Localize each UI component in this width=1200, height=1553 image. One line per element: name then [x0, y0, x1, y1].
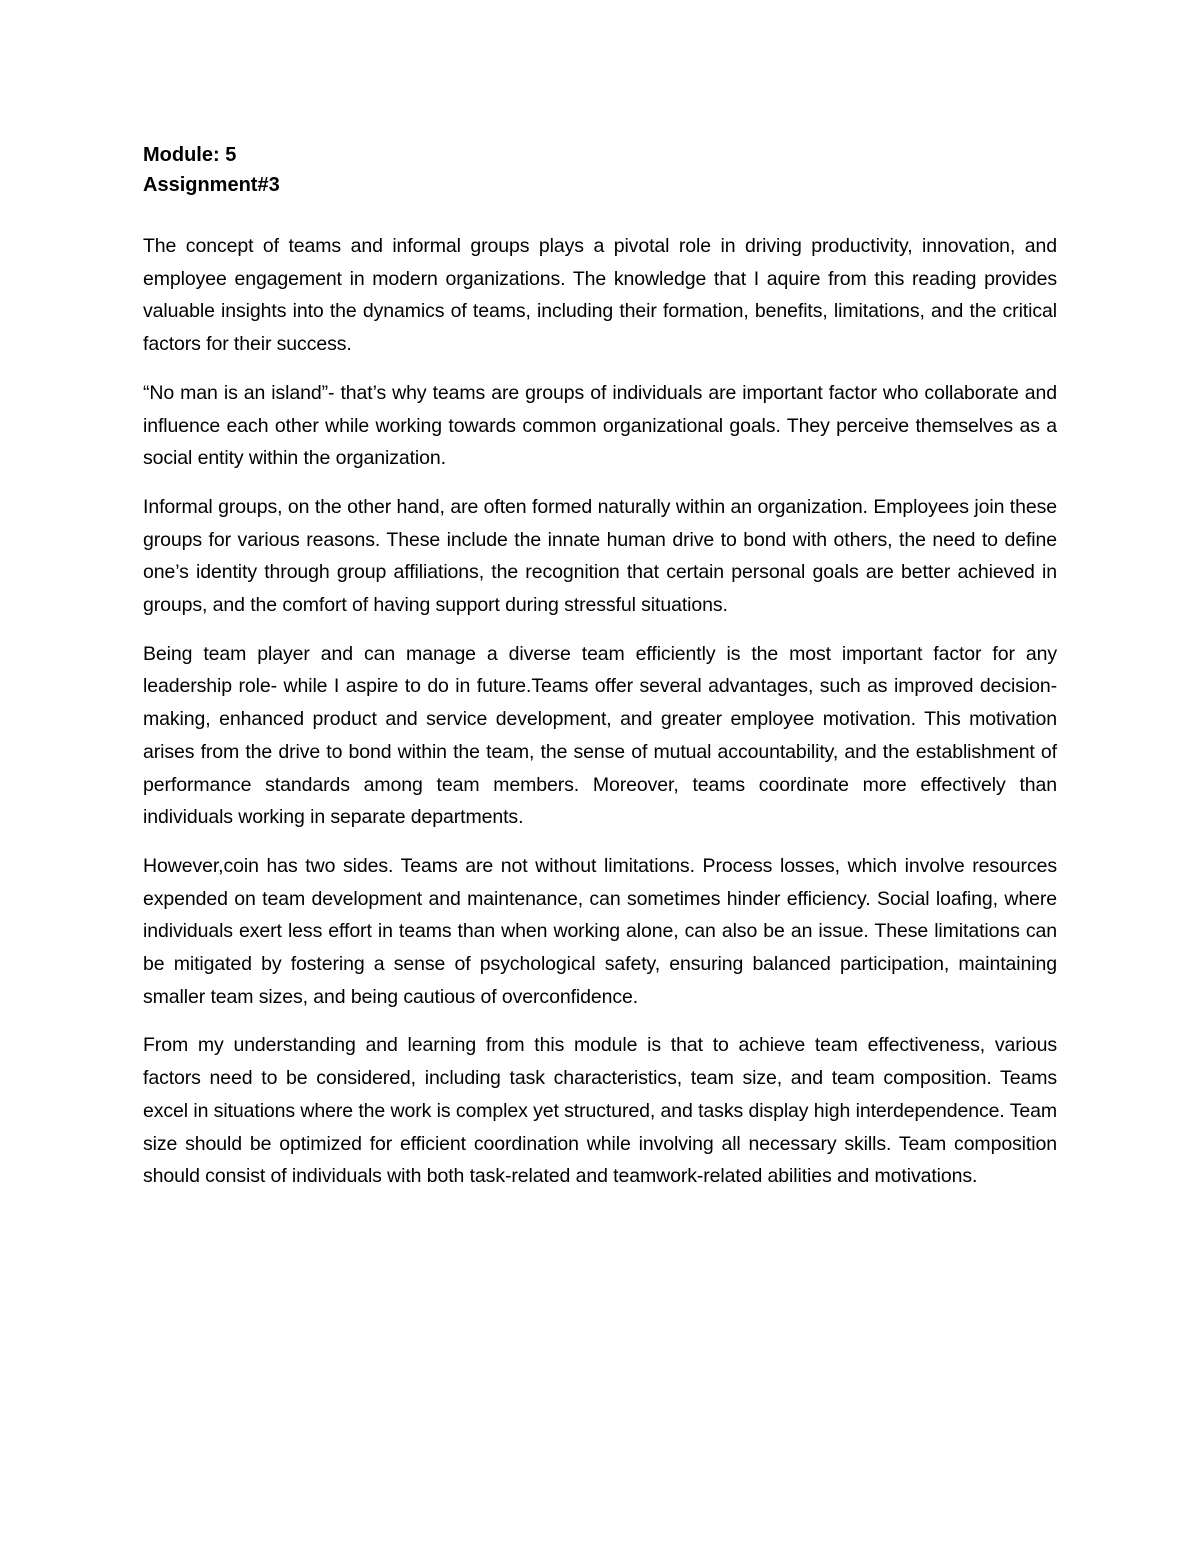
paragraph-team-advantages: Being team player and can manage a diverse team efficiently is the most important factor for any leadership role- while I aspire to do in future.Teams offer several advantages, such as improved decision-making, enhanced product and service development, and greater employee motivation. This motivation arises from the drive to bond within the team, the sense of mutual accountability, and the establishment of performance standards among team members. Moreover, teams coordinate more effectively than individuals working in separate departments.: [143, 642, 1057, 829]
paragraph-informal-groups: Informal groups, on the other hand, are often formed naturally within an organization. Employees join these groups for various reasons. These include the innate human drive to bond with others, the need to define one’s identity through group affiliations, the recognition that certain personal goals are better achieved in groups, and the comfort of having support during stressful situations.: [143, 495, 1057, 617]
paragraph-team-limitations: However,coin has two sides. Teams are not without limitations. Process losses, which involve resources expended on team development and maintenance, can sometimes hinder efficiency. Social loafing, where individuals exert less effort in teams than when working alone, can also be an issue. These limitations can be mitigated by fostering a sense of psychological safety, ensuring balanced participation, maintaining smaller team sizes, and being cautious of overconfidence.: [143, 854, 1057, 1008]
module-label: Module: 5: [143, 144, 237, 166]
document-body: [143, 230, 1057, 1193]
document-content: [143, 140, 1057, 1209]
document-heading: [143, 140, 1057, 200]
paragraph-teams-definition: “No man is an island”- that’s why teams are groups of individuals are important factor who collaborate and influence each other while working towards common organizational goals. They perceive themselves as a social entity within the organization.: [143, 381, 1057, 470]
paragraph-team-effectiveness: From my understanding and learning from this module is that to achieve team effectiveness, various factors need to be considered, including task characteristics, team size, and team composition. Teams excel in situations where the work is complex yet structured, and tasks display high interdependence. Team size should be optimized for efficient coordination while involving all necessary skills. Team composition should consist of individuals with both task-related and teamwork-related abilities and motivations.: [143, 1034, 1057, 1188]
paragraph-intro: The concept of teams and informal groups plays a pivotal role in driving productivity, innovation, and employee engagement in modern organizations. The knowledge that I aquire from this reading provides valuable insights into the dynamics of teams, including their formation, benefits, limitations, and the critical factors for their success.: [143, 235, 1057, 356]
assignment-label: Assignment#3: [143, 174, 280, 196]
